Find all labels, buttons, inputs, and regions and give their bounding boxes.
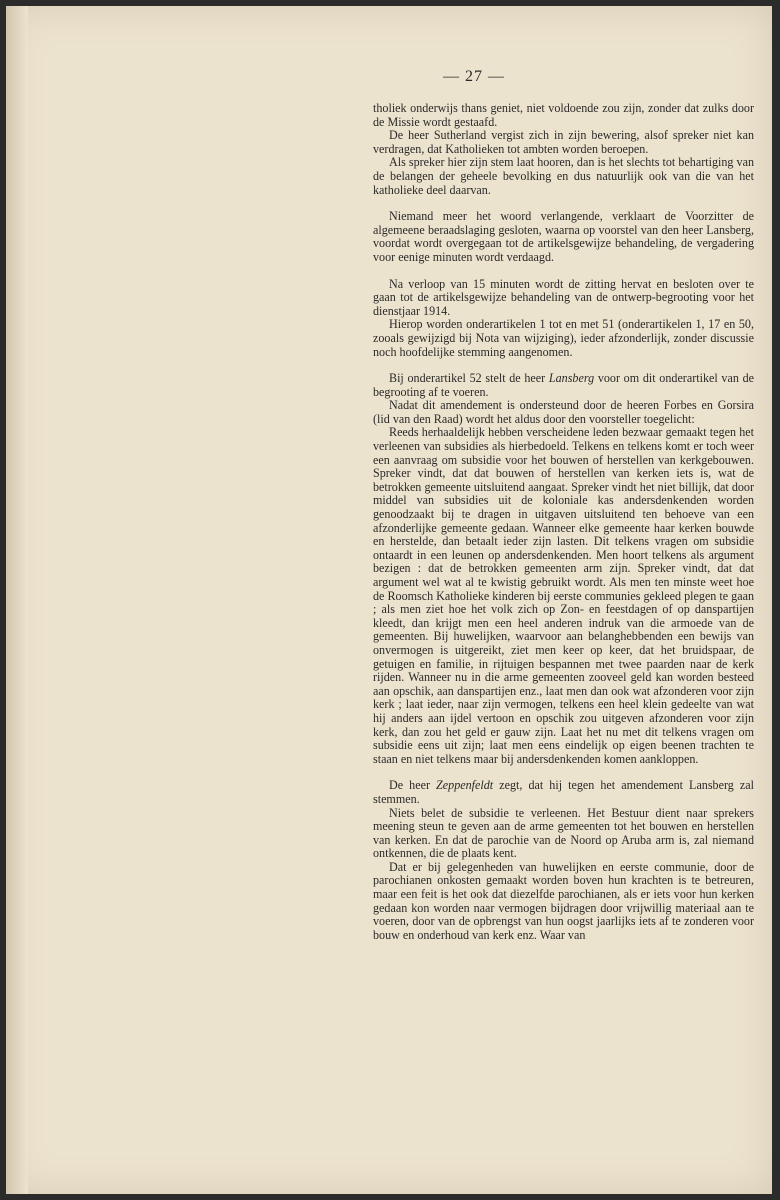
page-number: — 27 — xyxy=(443,68,505,85)
text-column xyxy=(373,102,754,942)
paragraph: Als spreker hier zijn stem laat hooren, dan is het slechts tot behartiging van de belangen der geheele bevolking en dus natuurlijk ook van die van het katholieke deel daarvan. xyxy=(373,155,754,197)
document-page xyxy=(6,6,772,1194)
paragraph: Bij onderartikel 52 stelt de heer Lansberg voor om dit onderartikel van de begrooting af te voeren. xyxy=(373,371,754,399)
paragraph: Niemand meer het woord verlangende, verklaart de Voorzitter de algemeene beraadslaging gesloten, waarna op voorstel van den heer Lansberg, voordat wordt overgegaan tot de artikelsgewijze behandeling, de vergadering voor eenige minuten wordt verdaagd. xyxy=(373,209,754,264)
paragraph: tholiek onderwijs thans geniet, niet voldoende zou zijn, zonder dat zulks door de Missie wordt gestaafd. xyxy=(373,101,754,129)
paragraph: Niets belet de subsidie te verleenen. Het Bestuur dient naar sprekers meening steun te geven aan de arme gemeenten tot het bouwen en herstellen van kerken. En dat de parochie van de Noord op Aruba arm is, zal niemand ontkennen, die de plaats kent. xyxy=(373,805,754,861)
page-spine-shadow xyxy=(6,6,28,1194)
paragraph: Hierop worden onderartikelen 1 tot en met 51 (onderartikelen 1, 17 en 50, zooals gewijzigd bij Nota van wijziging), ieder afzonderlijk, zonder discussie noch hoofdelijke stemming aangenomen. xyxy=(373,317,754,359)
paragraph: Na verloop van 15 minuten wordt de zitting hervat en besloten over te gaan tot de artikelsgewijze behandeling van de ontwerp-begrooting voor het dienstjaar 1914. xyxy=(373,276,754,318)
paragraph: Nadat dit amendement is ondersteund door de heeren Forbes en Gorsira (lid van den Raad) wordt het aldus door den voorsteller toegelicht: xyxy=(373,398,754,426)
paragraph: De heer Sutherland vergist zich in zijn bewering, alsof spreker niet kan verdragen, dat Katholieken tot ambten worden beroepen. xyxy=(373,128,754,156)
paragraph: Dat er bij gelegenheden van huwelijken en eerste communie, door de parochianen onkosten gemaakt worden boven hun krachten is te betreuren, maar een feit is het ook dat diezelfde parochianen, als er iets voor hun kerken gedaan kon worden naar vermogen bijdragen door vrijwillig materiaal aan te voeren, door van de opbrengst van hun oogst jaarlijks iets af te zonderen voor bouw en onderhoud van kerk enz. Waar van xyxy=(373,859,754,942)
speaker-name: Zeppenfeldt xyxy=(436,778,494,793)
paragraph: De heer Zeppenfeldt zegt, dat hij tegen het amendement Lansberg zal stemmen. xyxy=(373,778,754,806)
paragraph: Reeds herhaaldelijk hebben verscheidene leden bezwaar gemaakt tegen het verleenen van subsidies als hierbedoeld. Telkens en telkens komt er toch weer een aanvraag om subsidie voor het bouwen of herstellen van kerkgebouwen. Spreker vindt, dat dat bouwen of herstellen van kerken iets is, wat de betrokken gemeente uitsluitend aangaat. Spreker vindt het niet billijk, dat door middel van subsidies uit de koloniale kas andersdenkenden worden genoodzaakt bij te dragen in uitgaven uitsluitend ten behoeve van een afzonderlijke gemeente gedaan. Wanneer elke gemeente haar kerken bouwde en herstelde, dan betaalt ieder zijn lasten. Dit telkens vragen om subsidie ontaardt in een leunen op andersdenkenden. Men hoort telkens als argument bezigen : dat de betrokken gemeenten arm zijn. Spreker vindt, dat dat argument wel wat al te kwistig gebruikt wordt. Als men ten minste weet hoe de Roomsch Katholieke kinderen bij eerste communies gekleed plegen te gaan ; als men ziet hoe het volk zich op Zon- en feestdagen of op danspartijen kleedt, dan krijgt men een heel anderen indruk van die armoede van de gemeenten. Bij huwelijken, waarvoor aan belanghebbenden een bewijs van onvermogen is uitgereikt, ziet men keer op keer, dat het bruidspaar, de getuigen en familie, in rijtuigen bespannen met twee paarden naar de kerk rijden. Wanneer nu in die arme gemeenten zooveel geld kan worden besteed aan opschik, aan danspartijen enz., laat men dan ook wat afzonderen voor zijn kerk ; laat ieder, naar zijn vermogen, telkens een heel klein gedeelte van wat hij anders aan ijdel vertoon en opschik zou uitgeven afzonderen voor zijn kerk, dan zou het geld er gauw zijn. Laat het nu met dit telkens vragen om subsidie eens uit zijn; laat men eens eindelijk op eigen beenen trachten te staan en niet telkens maar bij andersdenkenden komen aankloppen. xyxy=(373,425,754,766)
speaker-name: Lansberg xyxy=(548,371,595,386)
